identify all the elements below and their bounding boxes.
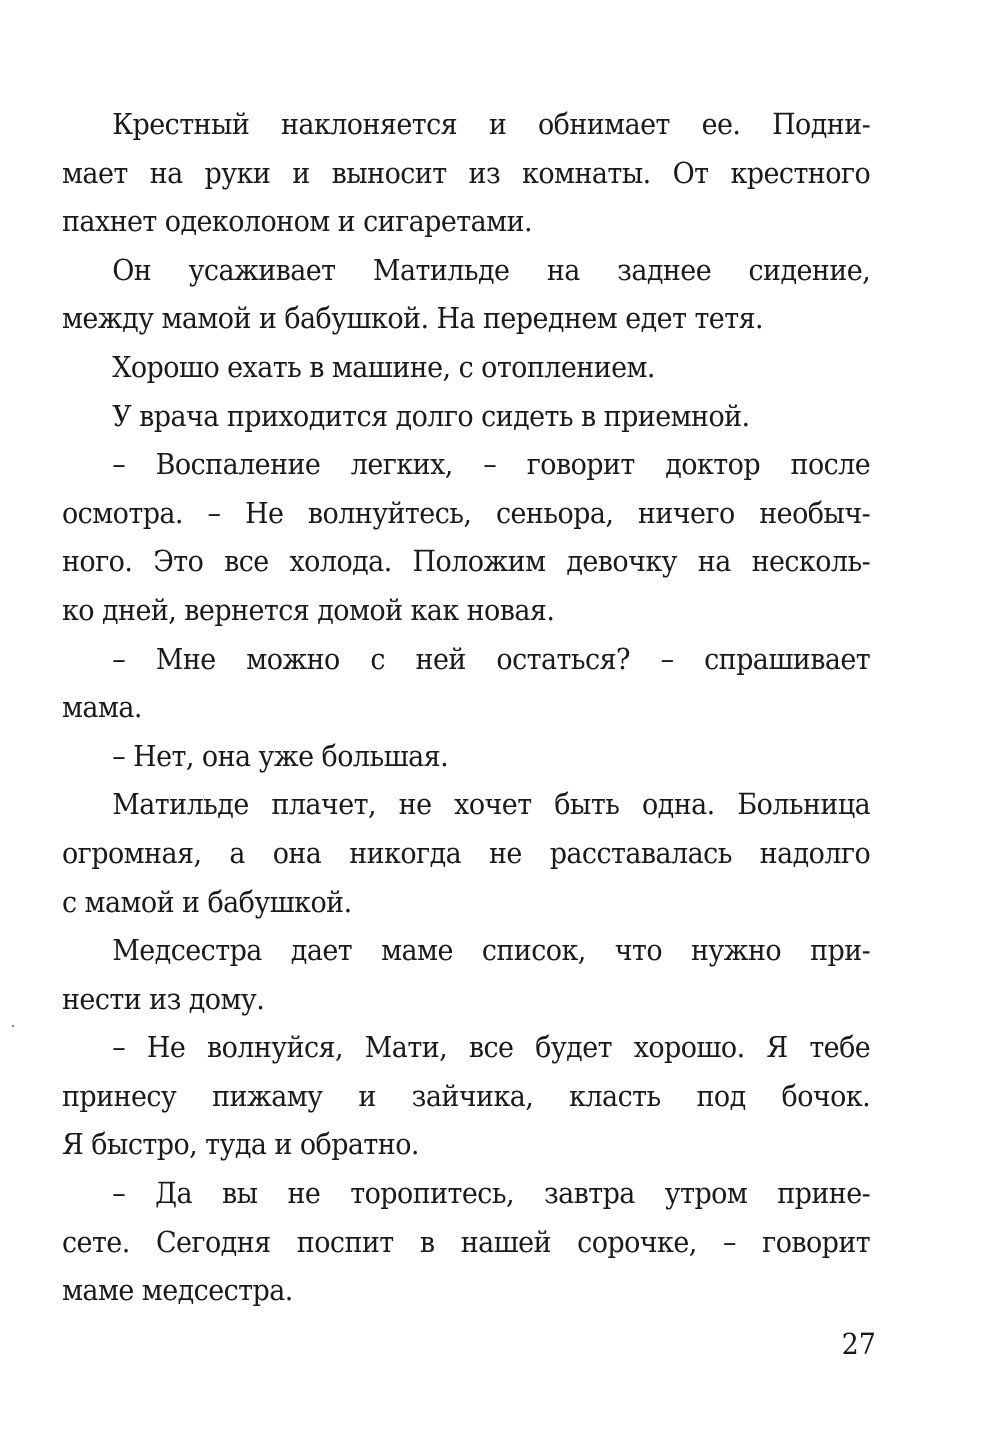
page-number: 27 xyxy=(841,1327,876,1361)
text-line: нести из дому. xyxy=(62,981,265,1016)
text-line: Медсестра дает маме список, что нужно при- xyxy=(112,933,871,968)
text-line: Он усаживает Матильде на заднее сидение, xyxy=(112,252,871,287)
text-line: между мамой и бабушкой. На переднем едет тетя. xyxy=(62,301,764,336)
text-line: Крестный наклоняется и обнимает ее. Подни- xyxy=(112,107,871,141)
text-line: Я быстро, туда и обратно. xyxy=(62,1127,419,1162)
text-line: сете. Сегодня поспит в нашей сорочке, – говорит xyxy=(62,1224,871,1259)
text-line: пахнет одеколоном и сигаретами. xyxy=(62,204,533,239)
text-line: – Нет, она уже большая. xyxy=(112,738,449,773)
text-line: огромная, а она никогда не расставалась надолго xyxy=(62,835,871,870)
text-line: – Мне можно с ней остаться? – спрашивает xyxy=(112,641,871,676)
text-line: – Да вы не торопитесь, завтра утром прине- xyxy=(112,1176,871,1211)
text-line: – Воспаление легких, – говорит доктор после xyxy=(112,447,871,482)
text-line: принесу пижаму и зайчика, класть под бочок. xyxy=(62,1078,871,1113)
text-line: маме медсестра. xyxy=(62,1273,293,1308)
text-line: ко дней, вернется домой как новая. xyxy=(62,592,555,627)
text-line: мама. xyxy=(62,690,142,725)
text-line: Матильде плачет, не хочет быть одна. Больница xyxy=(112,787,871,822)
text-line: Хорошо ехать в машине, с отоплением. xyxy=(112,349,655,384)
text-line: мает на руки и выносит из комнаты. От крестного xyxy=(62,155,871,190)
text-line: – Не волнуйся, Мати, все будет хорошо. Я тебе xyxy=(112,1030,871,1065)
body-text xyxy=(62,100,870,1315)
text-line: ного. Это все холода. Положим девочку на несколь- xyxy=(62,544,871,579)
scan-speck xyxy=(12,1025,14,1027)
text-line: с мамой и бабушкой. xyxy=(62,884,352,919)
text-line: У врача приходится долго сидеть в приемной. xyxy=(112,398,750,433)
text-line: осмотра. – Не волнуйтесь, сеньора, ничего необыч- xyxy=(62,495,871,530)
